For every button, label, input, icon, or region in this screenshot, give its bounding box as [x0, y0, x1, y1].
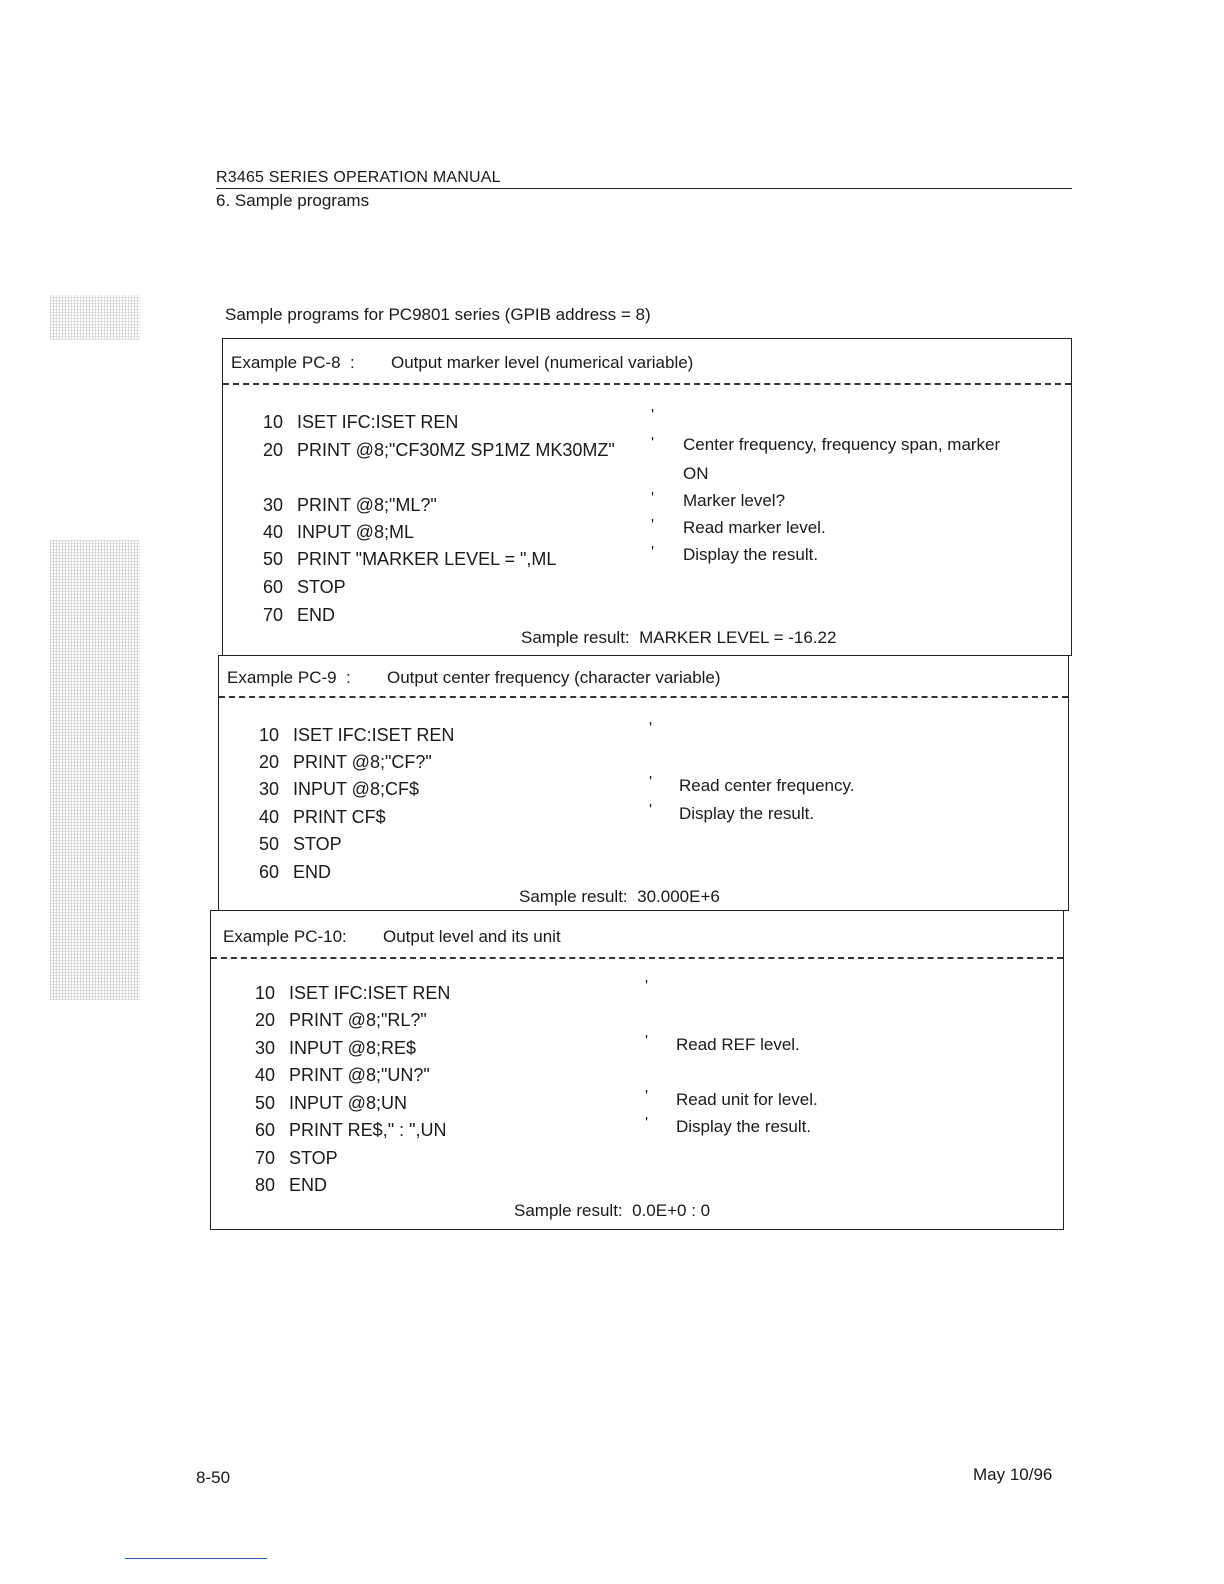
comment: Display the result.	[676, 1117, 812, 1136]
code-line: 50 INPUT @8;UN	[255, 1093, 407, 1113]
comment: Read marker level.	[683, 518, 826, 537]
comment: Read unit for level.	[676, 1090, 818, 1109]
comment: Display the result.	[679, 804, 815, 823]
intro-text: Sample programs for PC9801 series (GPIB address = 8)	[225, 305, 651, 324]
comment-mark: '	[651, 490, 655, 507]
code-line: 50 STOP	[259, 834, 342, 854]
comment-mark: '	[651, 435, 655, 452]
comment-mark: '	[649, 774, 653, 791]
code-line: 70 END	[263, 605, 336, 625]
code-line: 70 STOP	[255, 1148, 338, 1168]
comment: Read REF level.	[676, 1035, 800, 1054]
section-title: 6. Sample programs	[216, 191, 370, 210]
comment: Display the result.	[683, 545, 819, 564]
revision-date: May 10/96	[973, 1465, 1053, 1484]
example-box-pc8	[222, 338, 1072, 656]
sample-result: Sample result: 0.0E+0 : 0	[514, 1201, 711, 1220]
code-line: 50 PRINT "MARKER LEVEL = ",ML	[263, 549, 557, 569]
comment: Marker level?	[683, 491, 786, 510]
code-line: 30 PRINT @8;"ML?"	[263, 495, 437, 515]
manual-title: R3465 SERIES OPERATION MANUAL	[216, 168, 1072, 189]
code-line: 40 PRINT CF$	[259, 807, 386, 827]
sample-result: Sample result: 30.000E+6	[519, 887, 720, 906]
scan-noise-left	[50, 540, 140, 1000]
sample-result: Sample result: MARKER LEVEL = -16.22	[521, 628, 837, 647]
comment-mark: '	[649, 802, 653, 819]
example-heading: Example PC-8 : Output marker level (numerical variable)	[231, 353, 694, 372]
comment-mark: '	[651, 517, 655, 534]
comment-mark: '	[651, 407, 655, 424]
code-line: 20 PRINT @8;"CF30MZ SP1MZ MK30MZ"	[263, 440, 615, 460]
dashed-divider	[219, 696, 1068, 698]
code-line: 10 ISET IFC:ISET REN	[263, 412, 459, 432]
page-number: 8-50	[196, 1468, 231, 1487]
comment-mark: '	[645, 1088, 649, 1105]
code-line: 60 STOP	[263, 577, 346, 597]
code-line: 40 INPUT @8;ML	[263, 522, 414, 542]
comment-mark: '	[645, 1033, 649, 1050]
page-header	[216, 168, 1072, 211]
code-line: 30 INPUT @8;CF$	[259, 779, 419, 799]
comment: Center frequency, frequency span, marker	[683, 435, 1001, 454]
comment-mark: '	[645, 978, 649, 995]
code-line: 60 PRINT RE$," : ",UN	[255, 1120, 447, 1140]
code-line: 10 ISET IFC:ISET REN	[255, 983, 451, 1003]
code-line: 80 END	[255, 1175, 328, 1195]
scan-noise-top	[50, 295, 140, 340]
code-line: 10 ISET IFC:ISET REN	[259, 725, 455, 745]
code-line: 60 END	[259, 862, 332, 882]
example-heading: Example PC-10: Output level and its unit	[223, 927, 561, 946]
example-box-pc10	[210, 910, 1064, 1230]
comment: ON	[683, 464, 709, 483]
comment: Read center frequency.	[679, 776, 855, 795]
dashed-divider	[223, 383, 1071, 385]
code-line: 20 PRINT @8;"RL?"	[255, 1010, 427, 1030]
code-line: 40 PRINT @8;"UN?"	[255, 1065, 430, 1085]
code-line: 30 INPUT @8;RE$	[255, 1038, 416, 1058]
dashed-divider	[211, 957, 1063, 959]
comment-mark: '	[645, 1115, 649, 1132]
comment-mark: '	[651, 544, 655, 561]
bottom-rule	[125, 1558, 267, 1559]
example-box-pc9	[218, 655, 1069, 911]
example-heading: Example PC-9 : Output center frequency (character variable)	[227, 668, 721, 687]
code-line: 20 PRINT @8;"CF?"	[259, 752, 432, 772]
comment-mark: '	[649, 720, 653, 737]
